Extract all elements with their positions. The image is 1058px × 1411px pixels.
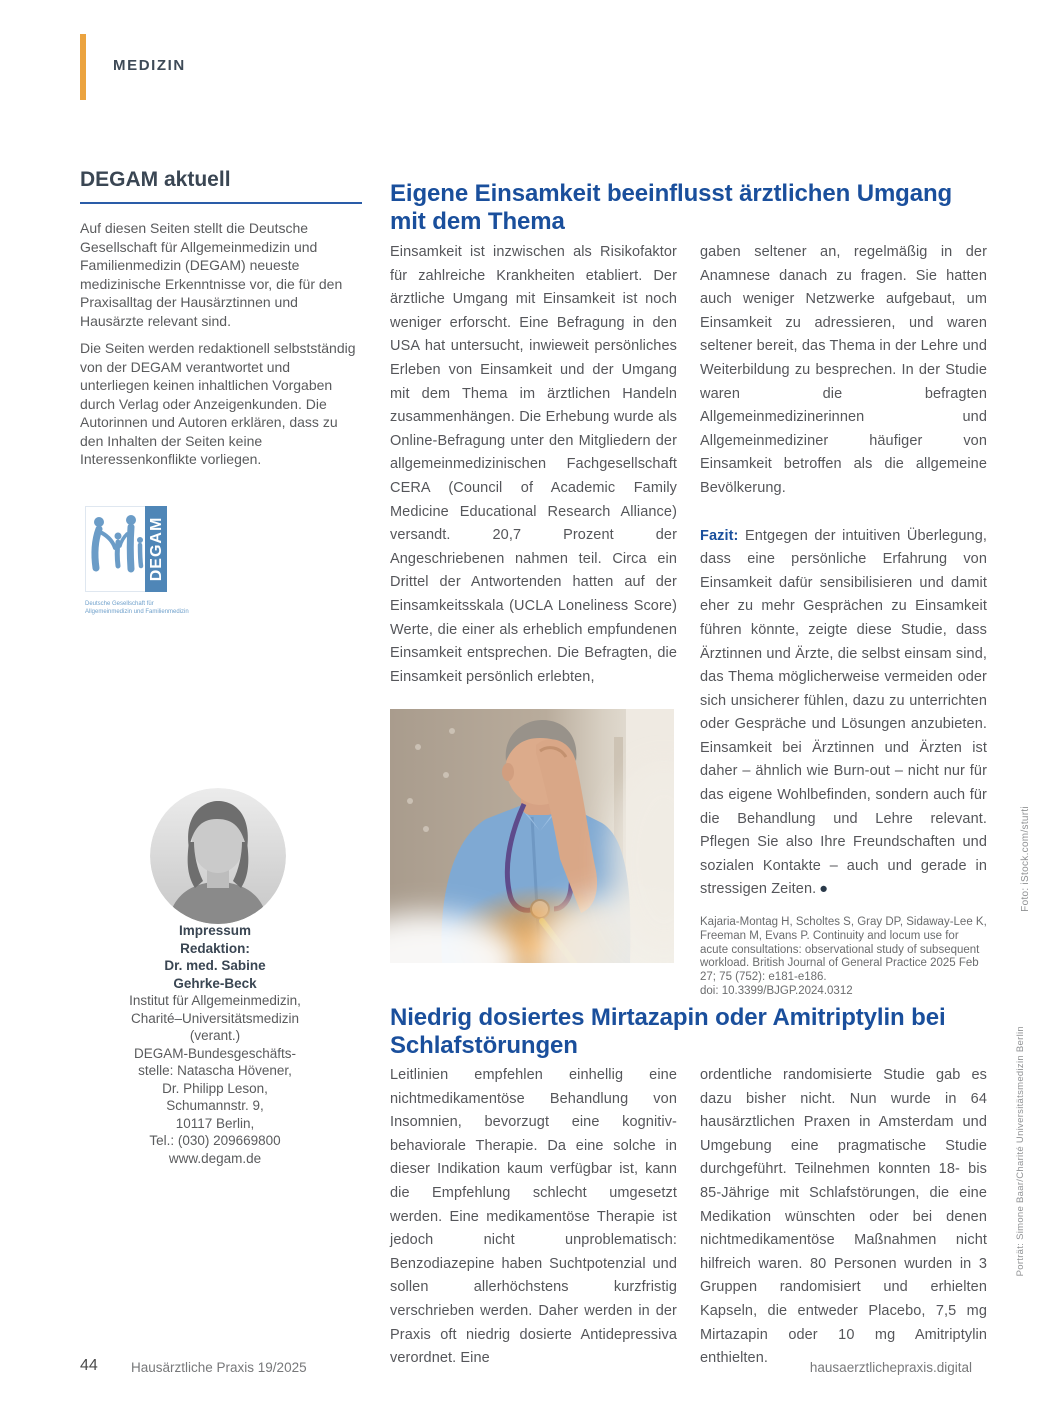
impressum-line: Charité–Universitätsmedizin — [130, 1010, 300, 1026]
sidebar-disclaimer-paragraph: Die Seiten werden redaktionell selbstständig von der DEGAM verantwortet und unterliegen keinen inhaltlichen Vorgaben durch Verlag oder Anzeigenkunden. Die Autorinnen und Autoren erklären, dass zu den Inhalten der Seiten keine Interessenkonflikte vorliegen. — [80, 340, 356, 467]
degam-wordmark: DEGAM — [148, 516, 165, 582]
article2-column-right — [700, 1064, 987, 1371]
article1-columns — [390, 241, 987, 999]
article1-column-left — [390, 241, 677, 999]
sidebar-intro-paragraph: Auf diesen Seiten stellt die Deutsche Gesellschaft für Allgemeinmedizin und Familienmedizin (DEGAM) neueste medizinische Erkenntnisse vor, die für den Praxisalltag der Hausärztinnen und Hausärzte relevant sind. — [80, 220, 343, 329]
article2-col2-text: ordentliche randomisierte Studie gab es dazu bisher nicht. Nun wurde in 64 hausärztlichen Praxen in Amsterdam und Umgebung eine pragmatische Studie durchgeführt. Teilnehmen konnten 18- bis 85-Jährige mit Schlafstörungen, die eine Medikation wünschten oder bei denen nichtmedikamentöse Maßnahmen nicht hilfreich waren. 80 Personen wurden in 3 Gruppen randomisiert und erhielten Kapseln, die entweder Placebo, 7,5 mg Mirtazapin oder 10 mg Amitriptylin enthielten. — [700, 1067, 987, 1367]
article2-column-left — [390, 1064, 677, 1371]
citation-text: Kajaria-Montag H, Scholtes S, Gray DP, Sidaway-Lee K, Freeman M, Evans P. Continuity and locum use for acute consultations: observational study of subsequent workload. British Journal of General Practice 2025 Feb 27; 75 (752): e181-e186. — [700, 916, 987, 984]
article2-columns — [390, 1064, 987, 1371]
impressum-bold-line: Gehrke-Beck — [173, 975, 257, 991]
portrait-photo-graphic — [150, 788, 286, 924]
impressum-line: Institut für Allgemeinmedizin, — [129, 993, 301, 1008]
section-kicker: MEDIZIN — [113, 57, 186, 74]
impressum-line: 10117 Berlin, — [175, 1115, 255, 1131]
end-bullet: ● — [819, 881, 829, 898]
photo-credit: Foto: iStock.com/sturti — [1020, 806, 1031, 912]
sidebar-heading: DEGAM aktuell — [80, 168, 231, 191]
impressum-bold-line: Redaktion: — [180, 940, 250, 956]
impressum-title: Impressum — [178, 923, 252, 938]
citation-doi: doi: 10.3399/BJGP.2024.0312 — [700, 985, 853, 998]
journal-website: hausaerztlichepraxis.digital — [809, 1360, 972, 1375]
impressum-bold-line: Dr. med. Sabine — [164, 958, 266, 973]
portrait-photo — [150, 788, 286, 924]
article1-column-right — [700, 241, 987, 999]
article1-title: Eigene Einsamkeit beeinflusst ärztlichen Umgang mit dem Thema — [390, 180, 953, 236]
article1-col1-text: Einsamkeit ist inzwischen als Risikofaktor für zahlreiche Krankheiten etabliert. Der ärztliche Umgang mit Einsamkeit ist noch weniger erforscht. Eine Befragung in den USA hat untersucht, inwieweit persönliches Erleben von Einsamkeit und der Umgang mit dem Thema im ärztlichen Handeln zusammenhängen. Die Erhebung wurde als Online-Befragung unter den Mitgliedern der allgemeinmedizinischen Fachgesellschaft CERA (Council of Academic Family Medicine Educational Research Alliance) versandt. 20,7 Prozent der Angeschriebenen nahmen teil. Circa ein Drittel der Antwortenden hatten auf der Einsamkeitsskala (UCLA Loneliness Score) Werte, die einer als erheblich empfundenen Einsamkeit entsprechen. Die Befragten, die Einsamkeit persönlich erlebten, — [390, 244, 677, 685]
degam-caption-line1: Deutsche Gesellschaft für — [85, 601, 154, 607]
impressum-block — [75, 922, 355, 1167]
article2-title: Niedrig dosiertes Mirtazapin oder Amitriptylin bei Schlafstörungen — [390, 1004, 946, 1060]
impressum-line: Tel.: (030) 209669800 — [149, 1133, 281, 1148]
article1-fazit-paragraph — [700, 525, 987, 903]
citation-block — [700, 916, 987, 999]
article2-col1-text: Leitlinien empfehlen einhellig eine nichtmedikamentöse Behandlung von Insomnien, bevorzugt eine kognitiv-behaviorale Therapie. Da eine solche in dieser Indikation kaum verfügbar ist, kann die Empfehlung schlecht umgesetzt werden. Eine medikamentöse Therapie ist jedoch nicht unproblematisch: Benzodiazepine haben Suchtpotenzial und sollen allerhöchstens kurzfristig verschrieben werden. Daher werden in der Praxis oft niedrig dosierte Antidepressiva verordnet. Eine — [390, 1067, 677, 1367]
fazit-label: Fazit: — [700, 527, 739, 544]
impressum-line: stelle: Natascha Hövener, — [138, 1063, 292, 1078]
accent-bar — [80, 34, 86, 100]
fazit-text: Entgegen der intuitiven Überlegung, dass eine persönliche Erfahrung von Einsamkeit dafür sensibilisieren und damit eher zu mehr Gesprächen zu Einsamkeit führen könnte, zeigte diese Studie, dass Ärztinnen und Ärzte, die selbst einsam sind, das Thema möglicherweise vermeiden oder sich unsicherer fühlen, dazu zu unterrichten oder Gespräche und Lösungen anzubieten. Einsamkeit bei Ärztinnen und Ärzten ist daher – ähnlich wie Burn-out – nicht nur für das eigene Wohlbefinden, sondern auch für die Behandlung und Lehre relevant. Pflegen Sie also Ihre Freundschaften und sozialen Kontakte – auch und gerade in stressigen Zeiten. — [700, 527, 987, 898]
journal-issue: Hausärztliche Praxis 19/2025 — [131, 1360, 307, 1375]
impressum-line: Dr. Philipp Leson, — [162, 1080, 268, 1096]
impressum-line: DEGAM-Bundesgeschäfts- — [133, 1045, 297, 1061]
degam-logo-graphic — [85, 506, 167, 592]
page-number: 44 — [80, 1357, 98, 1374]
portrait-credit: Porträt: Simone Baar/Charité Universitätsmedizin Berlin — [1015, 1026, 1026, 1277]
degam-sidebar — [80, 168, 362, 478]
heading-rule — [80, 202, 362, 204]
impressum-line: (verant.) — [189, 1028, 241, 1043]
impressum-website: www.degam.de — [168, 1150, 262, 1166]
impressum-line: Schumannstr. 9, — [166, 1098, 264, 1113]
degam-caption-line2: Allgemeinmedizin und Familienmedizin — [85, 608, 189, 615]
doctor-stress-photo — [390, 709, 674, 963]
degam-logo-caption — [85, 601, 215, 616]
degam-logo — [85, 506, 189, 616]
article1-col2-text: gaben seltener an, regelmäßig in der Anamnese danach zu fragen. Sie hatten auch weniger Netzwerke aufgebaut, um Einsamkeit zu adressieren, und waren seltener bereit, das Thema in der Lehre und Weiterbildung zu besprechen. In der Studie waren die befragten Allgemeinmedizinerinnen und Allgemeinmediziner häufiger von Einsamkeit betroffen als die allgemeine Bevölkerung. — [700, 244, 987, 496]
